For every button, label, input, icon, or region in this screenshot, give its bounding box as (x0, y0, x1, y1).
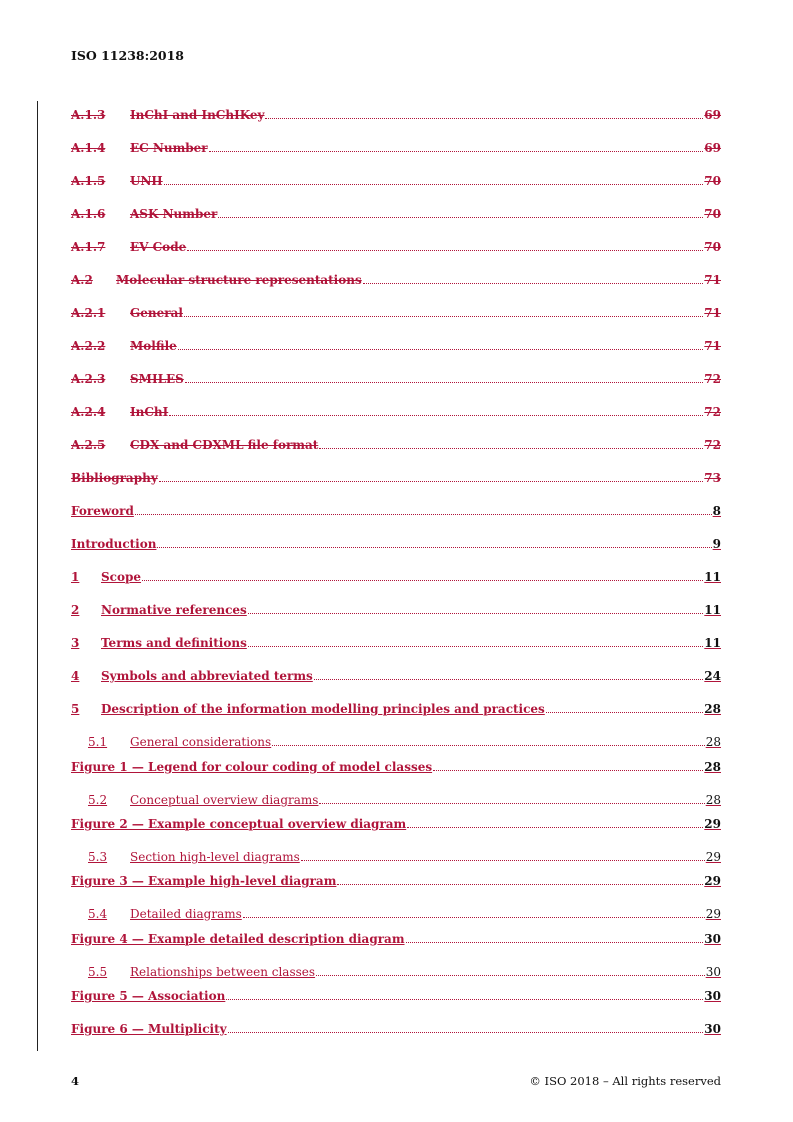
document-id: ISO 11238:2018 (71, 48, 185, 63)
toc-entry-clause[interactable]: 3 Terms and definitions 11 (71, 636, 721, 650)
toc-entry-figure[interactable]: Figure 6 — Multiplicity 30 (71, 1022, 721, 1036)
toc-entry-figure[interactable]: Figure 2 — Example conceptual overview diagram 29 (71, 817, 721, 831)
toc-entry-introduction[interactable]: Introduction 9 (71, 537, 721, 551)
toc-entry-figure[interactable]: Figure 3 — Example high-level diagram 29 (71, 874, 721, 888)
toc-entry-deleted[interactable]: A.1.6 ASK Number 70 (71, 207, 721, 221)
copyright-notice: © ISO 2018 – All rights reserved (529, 1074, 721, 1088)
toc-entry-subclause[interactable]: 5.4 Detailed diagrams 29 (88, 907, 721, 921)
toc-entry-deleted[interactable]: A.1.5 UNII 70 (71, 174, 721, 188)
toc-entry-deleted[interactable]: A.1.3 InChI and InChIKey 69 (71, 108, 721, 122)
toc-entry-subclause[interactable]: 5.1 General considerations 28 (88, 735, 721, 749)
toc-entry-subclause[interactable]: 5.3 Section high-level diagrams 29 (88, 850, 721, 864)
page-number: 4 (71, 1074, 80, 1088)
toc-entry-foreword[interactable]: Foreword 8 (71, 504, 721, 518)
toc-entry-subclause[interactable]: 5.2 Conceptual overview diagrams 28 (88, 793, 721, 807)
toc-entry-deleted[interactable]: A.2 Molecular structure representations 71 (71, 273, 721, 287)
toc-entry-deleted[interactable]: A.2.5 CDX and CDXML file format 72 (71, 438, 721, 452)
toc-entry-subclause[interactable]: 5.5 Relationships between classes 30 (88, 965, 721, 979)
toc-entry-clause[interactable]: 4 Symbols and abbreviated terms 24 (71, 669, 721, 683)
toc-entry-clause[interactable]: 1 Scope 11 (71, 570, 721, 584)
toc-entry-deleted[interactable]: A.2.1 General 71 (71, 306, 721, 320)
toc-entry-deleted[interactable]: A.2.4 InChI 72 (71, 405, 721, 419)
toc-entry-figure[interactable]: Figure 1 — Legend for colour coding of model classes 28 (71, 760, 721, 774)
toc-entry-deleted[interactable]: Bibliography 73 (71, 471, 721, 485)
toc-entry-figure[interactable]: Figure 5 — Association 30 (71, 989, 721, 1003)
toc-entry-clause[interactable]: 2 Normative references 11 (71, 603, 721, 617)
toc-entry-deleted[interactable]: A.2.3 SMILES 72 (71, 372, 721, 386)
toc-entry-clause[interactable]: 5 Description of the information modelling principles and practices 28 (71, 702, 721, 716)
toc-entry-figure[interactable]: Figure 4 — Example detailed description diagram 30 (71, 932, 721, 946)
toc-entry-deleted[interactable]: A.1.7 EV Code 70 (71, 240, 721, 254)
toc-entry-deleted[interactable]: A.2.2 Molfile 71 (71, 339, 721, 353)
toc-entry-deleted[interactable]: A.1.4 EC Number 69 (71, 141, 721, 155)
